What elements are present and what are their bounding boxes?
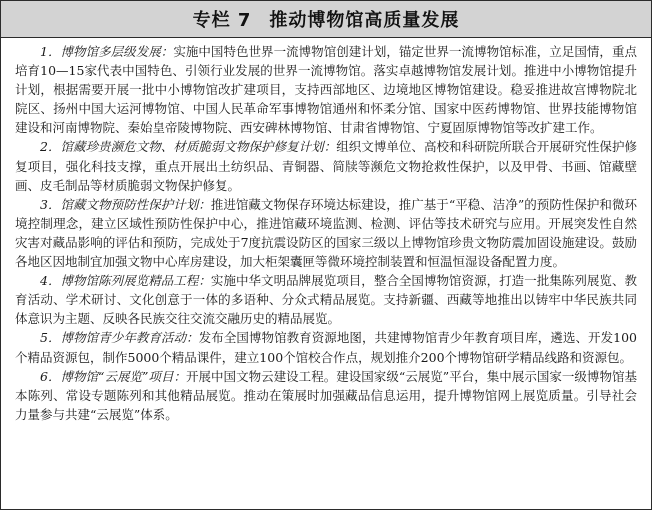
title-bar [1,1,651,38]
item-heading: 3．馆藏文物预防性保护计划： [40,196,211,212]
paragraph-item-6 [15,367,637,424]
paragraph-item-1 [15,42,637,137]
item-heading: 5．博物馆青少年教育活动： [40,330,199,346]
column-number: 专栏 7 [192,10,252,31]
paragraph-item-3 [15,195,637,271]
item-text: 推进馆藏文物保存环境达标建设，推广基于“平稳、洁净”的预防性保护和微环境控制理念，建立区域性预防性保护中心，推进馆藏环境监测、检测、评估等技术研究与应用。开展突发性自然灾害对藏品影响的评估和预防，完成处于7度抗震设防区的国家三级以上博物馆珍贵文物防震加固设施建设。鼓励各地区因地制宜加强文物中心库房建设，加大柜架囊匣等微环境控制装置和恒温恒湿设备配置力度。 [15,196,637,270]
item-text: 发布全国博物馆教育资源地图，共建博物馆青少年教育项目库，遴选、开发100个精品资源包，制作5000个精品课件，建立100个馆校合作点，规划推介200个博物馆研学精品线路和资源包。 [15,330,637,365]
item-heading: 2．馆藏珍贵濒危文物、材质脆弱文物保护修复计划： [40,139,337,155]
item-text: 组织文博单位、高校和科研院所联合开展研究性保护修复项目，强化科技支撑，重点开展出土纺织品、青铜器、简牍等濒危文物抢救性保护，以及甲骨、书画、馆藏壁画、皮毛制品等材质脆弱文物保护修复。 [15,139,637,193]
item-heading: 1．博物馆多层级发展： [40,44,174,59]
paragraph-item-4 [15,271,637,328]
paragraph-item-5 [15,328,637,366]
column-title: 推动博物馆高质量发展 [269,10,460,31]
item-heading: 4．博物馆陈列展览精品工程： [40,273,211,289]
item-heading: 6．博物馆“云展览”项目： [40,368,186,384]
item-text: 实施中国特色世界一流博物馆创建计划，锚定世界一流博物馆标准，立足国情，重点培育10—15家代表中国特色、引领行业发展的世界一流博物馆。落实卓越博物馆发展计划。推进中小博物馆提升计划，根据需要开展一批中小博物馆改扩建项目，支持西部地区、边境地区博物馆建设。稳妥推进故宫博物院北院区、扬州中国大运河博物馆、中国人民革命军事博物馆通州和怀柔分馆、国家中医药博物馆、世界技能博物馆建设和河南博物院、秦始皇帝陵博物院、西安碑林博物馆、甘肃省博物馆、宁夏固原博物馆等改扩建工作。 [15,44,637,136]
paragraph-item-2 [15,137,637,194]
column-body [15,42,637,424]
item-text: 实施中华文明品牌展览项目，整合全国博物馆资源，打造一批集陈列展览、教育活动、学术研讨、文化创意于一体的多语种、分众式精品展览。支持新疆、西藏等地推出以铸牢中华民族共同体意识为主题、反映各民族交往交流交融历史的精品展览。 [15,273,637,327]
item-text: 开展中国文物云建设工程。建设国家级“云展览”平台，集中展示国家一级博物馆基本陈列、常设专题陈列和其他精品展览。推动在策展时加强藏品信息运用，提升博物馆网上展览质量。引导社会力量参与共建“云展览”体系。 [15,368,637,422]
